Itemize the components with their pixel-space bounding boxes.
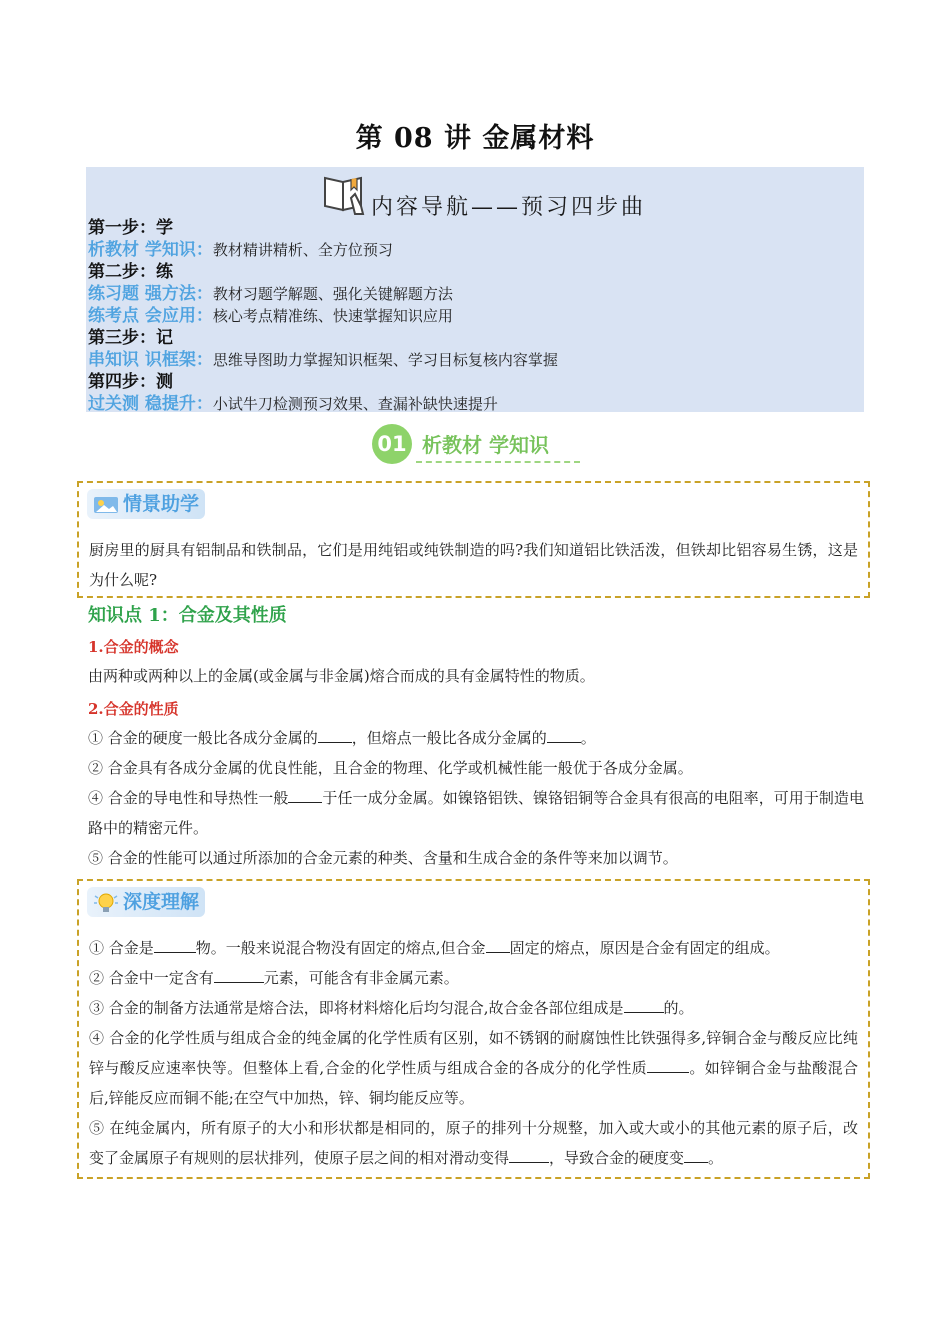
knowledge-point-title: 知识点 1：合金及其性质 (88, 605, 287, 626)
scenario-text: 厨房里的厨具有铝制品和铁制品，它们是用纯铝或纯铁制造的吗?我们知道铝比铁活泼，但铁却比铝容易生锈，这是为什么呢? (89, 541, 858, 589)
fill-blank[interactable] (647, 1057, 689, 1073)
deep-line: ⑤ 在纯金属内，所有原子的大小和形状都是相同的，原子的排列十分规整，加入或大或小的其他元素的原子后，改变了金属原子有规则的层状排列，使原子层之间的相对滑动变得 ，导致合金的硬度变 。 (89, 1119, 858, 1167)
property-line: ⑤ 合金的性能可以通过所添加的合金元素的种类、含量和生成合金的条件等来加以调节。 (88, 849, 678, 867)
deep-understanding-box (77, 879, 870, 1179)
alloy-concept-text: 由两种或两种以上的金属(或金属与非金属)熔合而成的具有金属特性的物质。 (88, 667, 595, 685)
nav-header (321, 170, 647, 220)
scenario-badge: 情景助学 (87, 489, 205, 519)
section-number: 01 (372, 424, 412, 464)
deep-understanding-badge: 深度理解 (87, 887, 205, 917)
scenario-box (77, 481, 870, 598)
deep-understanding-text (89, 933, 858, 1173)
fill-blank[interactable] (214, 967, 264, 983)
nav-line: 过关测 稳提升：小试牛刀检测预习效果、查漏补缺快速提升 (88, 394, 498, 414)
fill-blank[interactable] (288, 787, 322, 803)
nav-line-step1: 第一步：学 (88, 218, 173, 238)
property-line: ① 合金的硬度一般比各成分金属的 ，但熔点一般比各成分金属的 。 (88, 729, 596, 747)
section-label: 析教材 学知识 (422, 433, 549, 457)
lightbulb-icon (93, 892, 119, 914)
fill-blank[interactable] (684, 1147, 708, 1163)
property-line: ② 合金具有各成分金属的优良性能，且合金的物理、化学或机械性能一般优于各成分金属。 (88, 759, 693, 777)
fill-blank[interactable] (509, 1147, 549, 1163)
deep-line: ③ 合金的制备方法通常是熔合法，即将材料熔化后均匀混合,故合金各部位组成是 的。 (89, 999, 694, 1017)
book-icon (321, 170, 371, 218)
deep-line: ② 合金中一定含有 元素，可能含有非金属元素。 (89, 969, 459, 987)
fill-blank[interactable] (154, 937, 196, 953)
nav-line-step3: 第三步：记 (88, 328, 173, 348)
subtitle-alloy-concept: 1.合金的概念 (88, 638, 179, 656)
nav-line-step2: 第二步：练 (88, 262, 173, 282)
fill-blank[interactable] (486, 937, 510, 953)
deep-line: ④ 合金的化学性质与组成合金的纯金属的化学性质有区别，如不锈钢的耐腐蚀性比铁强得多,锌铜合金与酸反应比纯锌与酸反应速率快等。但整体上看,合金的化学性质与组成合金的各成分的化学性质 。如锌铜合金与盐酸混合后,锌能反应而铜不能;在空气中加热，锌、铜均能反应等。 (89, 1029, 858, 1107)
property-line: ④ 合金的导电性和导热性一般 于任一成分金属。如镍铬铝铁、镍铬铝铜等合金具有很高的电阻率，可用于制造电路中的精密元件。 (88, 789, 864, 837)
fill-blank[interactable] (318, 727, 352, 743)
page-title: 第 08 讲 金属材料 (355, 123, 595, 154)
nav-line: 练考点 会应用：核心考点精准练、快速掌握知识应用 (88, 306, 453, 326)
nav-lines (88, 217, 558, 415)
fill-blank[interactable] (624, 997, 664, 1013)
fill-blank[interactable] (547, 727, 581, 743)
nav-title: 内容导航——预习四步曲 (371, 195, 647, 220)
subtitle-alloy-properties: 2.合金的性质 (88, 700, 179, 718)
section-heading (372, 420, 582, 466)
nav-line: 串知识 识框架：思维导图助力掌握知识框架、学习目标复核内容掌握 (88, 350, 558, 370)
content-navigation (86, 167, 864, 412)
nav-line-step4: 第四步：测 (88, 372, 173, 392)
deep-line: ① 合金是 物。一般来说混合物没有固定的熔点,但合金 固定的熔点，原因是合金有固定的组成。 (89, 939, 780, 957)
nav-line: 析教材 学知识：教材精讲精析、全方位预习 (88, 240, 393, 260)
alloy-properties-text (88, 723, 864, 873)
nav-line: 练习题 强方法：教材习题学解题、强化关键解题方法 (88, 284, 453, 304)
scene-icon (93, 494, 119, 516)
section-divider (416, 461, 580, 463)
